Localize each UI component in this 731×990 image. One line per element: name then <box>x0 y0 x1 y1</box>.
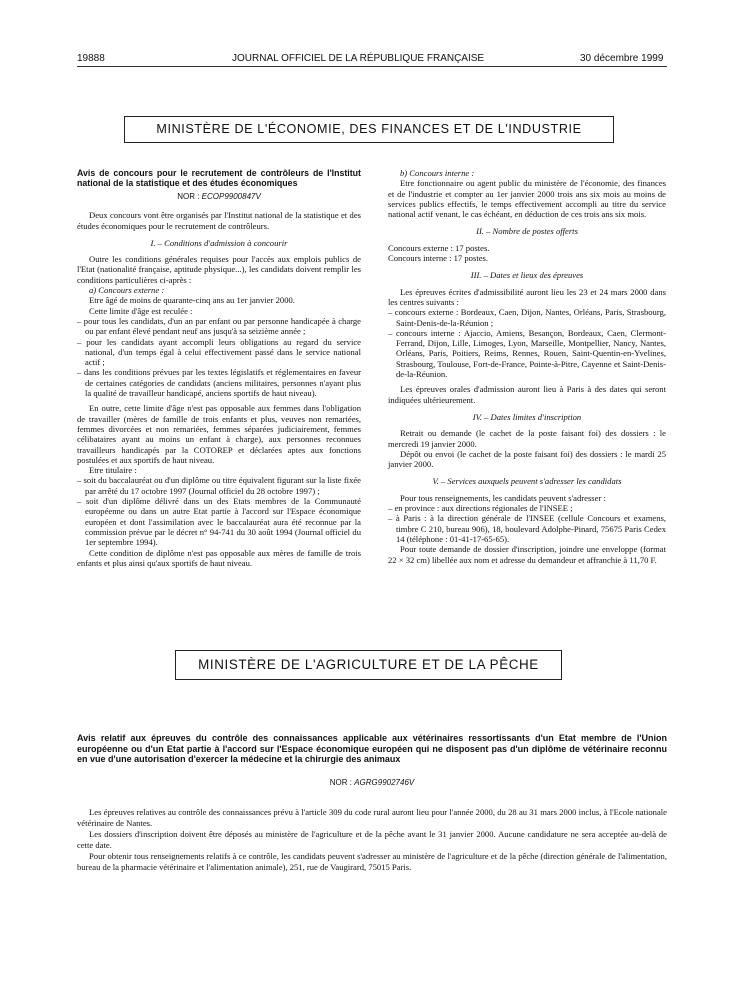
paragraph: Etre âgé de moins de quarante-cinq ans au 1er janvier 2000. <box>89 295 295 306</box>
paragraph: Outre les conditions générales requises pour l'accès aux emplois publics de l'Etat (nationalité française, aptitude physique...), les candidats doivent remplir les conditions particulières ci-après : <box>77 254 361 285</box>
paragraph: En outre, cette limite d'âge n'est pas opposable aux femmes dans l'obligation de travailler (mères de famille de trois enfants et plus, veuves non remariées, femmes divorcées et non remariées, femmes séparées judiciairement, femmes célibataires ayant au moins un enfant à charge), aux personnes reconnues travailleurs handicapés par la COTOREP et déclarées aptes aux fonctions postulées et aux sportifs de haut niveau. <box>77 403 361 465</box>
concours-externe-label: a) Concours externe : <box>89 285 165 296</box>
list-item: – dans les conditions prévues par les textes législatifs et réglementaires en faveur de certaines catégories de candidats (anciens militaires, personnes n'ayant plus la qualité de travailleur handicapé, anciens sportifs de haut niveau). <box>77 367 361 398</box>
avis-title-insee: Avis de concours pour le recrutement de contrôleurs de l'Institut national de la statistique et des études économiques <box>77 168 361 188</box>
paragraph: Concours interne : 17 postes. <box>388 253 489 264</box>
nor-code: ECOP9900847V <box>201 192 261 201</box>
avis-title-veterinaires: Avis relatif aux épreuves du contrôle des connaissances applicable aux vétérinaires ressortissants d'un Etat membre de l'Union européenne ou d'un Etat partie à l'accord sur l'Espace économique européen qui ne disposent pas d'un diplôme de vétérinaire reconnu en vue d'une autorisation d'exercer la médecine et la chirurgie des animaux <box>77 733 667 765</box>
section-heading-3: III. – Dates et lieux des épreuves <box>470 270 584 281</box>
paragraph: Les épreuves écrites d'admissibilité auront lieu les 23 et 24 mars 2000 dans les centres suivants : <box>388 286 666 307</box>
list-item: – en province : aux directions régionales de l'INSEE ; <box>388 503 666 513</box>
journal-title: JOURNAL OFFICIEL DE LA RÉPUBLIQUE FRANÇAISE <box>232 53 485 64</box>
list-item: – soit d'un diplôme délivré dans un des Etats membres de la Communauté européenne ou dans un autre Etat partie à l'accord sur l'Espace économique européen et dont l'assimilation avec le baccalauréat aura été reconnue par la commission prévue par le décret n° 94-741 du 30 août 1994 (Journal officiel du 1er septembre 1994). <box>77 496 361 547</box>
ministry-economy-banner: MINISTÈRE DE L'ÉCONOMIE, DES FINANCES ET DE L'INDUSTRIE <box>124 116 614 143</box>
right-column <box>388 168 666 565</box>
issue-date: 30 décembre 1999 <box>580 53 664 64</box>
list-item: – soit du baccalauréat ou d'un diplôme ou titre équivalent figurant sur la liste fixée par arrêté du 17 octobre 1997 (Journal officiel du 28 octobre 1997) ; <box>77 475 361 496</box>
ministry-agriculture-banner: MINISTÈRE DE L'AGRICULTURE ET DE LA PÊCHE <box>175 650 562 680</box>
section-heading-1: I. – Conditions d'admission à concourir <box>150 237 288 248</box>
list-item: – concours externe : Bordeaux, Caen, Dijon, Nantes, Orléans, Paris, Strasbourg, Saint-Denis-de-la-Réunion ; <box>388 307 666 328</box>
nor-reference <box>77 778 667 787</box>
intro-paragraph: Deux concours vont être organisés par l'Institut national de la statistique et des études économiques pour le recrutement de contrôleurs. <box>77 210 361 231</box>
left-column <box>77 168 361 568</box>
section-heading-4: IV. – Dates limites d'inscription <box>472 411 582 422</box>
section-heading-5: V. – Services auxquels peuvent s'adresser les candidats <box>432 476 622 487</box>
list-item: – pour les candidats ayant accompli leurs obligations au regard du service national, d'un temps égal à celui effectivement passé dans le service national actif ; <box>77 337 361 368</box>
paragraph: Les épreuves orales d'admission auront lieu à Paris à des dates qui seront indiquées ultérieurement. <box>388 384 666 405</box>
paragraph: Les dossiers d'inscription doivent être déposés au ministère de l'agriculture et de la pêche avant le 31 janvier 2000. Aucune candidature ne sera acceptée au-delà de cette date. <box>77 828 667 850</box>
nor-code: AGRG9902746V <box>354 777 415 787</box>
paragraph: Pour tous renseignements, les candidats peuvent s'adresser : <box>400 492 606 503</box>
paragraph: Concours externe : 17 postes. <box>388 242 490 253</box>
list-item: – à Paris : à la direction générale de l'INSEE (cellule Concours et examens, timbre C 210, bureau 906), 18, boulevard Adolphe-Pinard, 75675 Paris Cedex 14 (téléphone : 01-41-17-65-65). <box>388 513 666 544</box>
paragraph: Etre titulaire : <box>89 465 137 476</box>
paragraph: Pour obtenir tous renseignements relatifs à ce contrôle, les candidats peuvent s'adresser au ministère de l'agriculture et de la pêche (direction générale de l'alimentation, bureau de la pharmacie vétérinaire et l'alimentation animale), 251, rue de Vaugirard, 75015 Paris. <box>77 850 667 872</box>
paragraph: Retrait ou demande (le cachet de la poste faisant foi) des dossiers : le mercredi 19 janvier 2000. <box>388 428 666 449</box>
paragraph: Pour toute demande de dossier d'inscription, joindre une enveloppe (format 22 × 32 cm) libellée aux nom et adresse du demandeur et affranchie à 11,70 F. <box>388 544 666 565</box>
page-number: 19888 <box>77 53 105 64</box>
nor-label: NOR : <box>177 192 200 201</box>
paragraph: Dépôt ou envoi (le cachet de la poste faisant foi) des dossiers : le mardi 25 janvier 2000. <box>388 448 666 470</box>
list-item: – concours interne : Ajaccio, Amiens, Besançon, Bordeaux, Caen, Clermont-Ferrand, Dijon, Lille, Limoges, Lyon, Marseille, Montpellier, Nancy, Nantes, Orléans, Paris, Poitiers, Reims, Rennes, Rouen, Saint-Quentin-en-Yvelines, Strasbourg, Toulouse, Fort-de-France, Pointe-à-Pitre, Cayenne et Saint-Denis-de-la-Réunion. <box>388 328 666 379</box>
avis-veterinaires <box>77 733 667 873</box>
nor-label: NOR : <box>329 777 352 787</box>
paragraph: Cette limite d'âge est reculée : <box>89 305 193 316</box>
paragraph: Les épreuves relatives au contrôle des connaissances prévu à l'article 309 du code rural auront lieu pour l'année 2000, du 28 au 31 mars 2000 inclus, à l'Ecole nationale vétérinaire de Nantes. <box>77 806 667 828</box>
nor-reference <box>77 192 361 202</box>
header-rule <box>77 66 667 67</box>
concours-interne-label: b) Concours interne : <box>400 168 475 178</box>
paragraph: Etre fonctionnaire ou agent public du ministère de l'économie, des finances et de l'industrie et compter au 1er janvier 2000 trois ans six mois au moins de services publics effectifs, le temps effectivement accompli au titre du service national actif venant, le cas échéant, en déduction de ces trois ans six mois. <box>388 178 666 220</box>
list-item: – pour tous les candidats, d'un an par enfant ou par personne handicapée à charge ou par enfant élevé pendant neuf ans jusqu'à sa seizième année ; <box>77 316 361 337</box>
paragraph: Cette condition de diplôme n'est pas opposable aux mères de famille de trois enfants et plus ainsi qu'aux sportifs de haut niveau. <box>77 547 361 568</box>
section-heading-2: II. – Nombre de postes offerts <box>476 226 578 237</box>
